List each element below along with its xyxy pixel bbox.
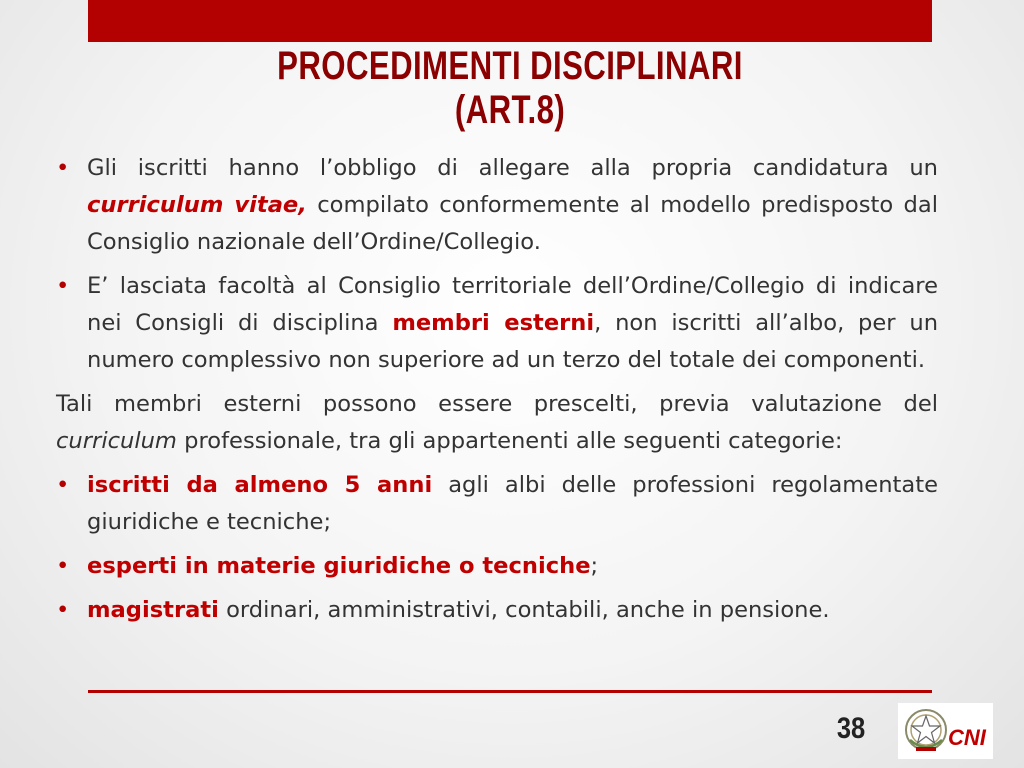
text-segment: E’ lasciata facoltà al Consiglio territoriale dell’Ordine/Collegio di indicare nei Consigli di disciplina bbox=[87, 273, 938, 336]
text-segment: ; bbox=[590, 553, 599, 579]
text-segment: Tali membri esterni possono essere prescelti, previa valutazione del bbox=[56, 391, 938, 417]
highlight-text: esperti in materie giuridiche o tecniche bbox=[87, 553, 591, 579]
paragraph-categorie bbox=[56, 386, 938, 460]
bullet-item-magistrati bbox=[56, 592, 938, 629]
bullet-item-membri-esterni bbox=[56, 268, 938, 379]
footer-divider bbox=[88, 690, 932, 693]
emblem-icon bbox=[902, 706, 950, 756]
highlight-text: iscritti da almeno 5 anni bbox=[87, 472, 433, 498]
page-number: 38 bbox=[836, 712, 866, 745]
header-band bbox=[88, 0, 932, 42]
cni-logo bbox=[898, 703, 993, 759]
slide-body bbox=[56, 150, 938, 636]
text-segment: , non iscritti all’albo, per un numero complessivo non superiore ad un terzo del totale dei componenti. bbox=[87, 310, 939, 373]
bullet-icon: • bbox=[56, 553, 70, 579]
highlight-text: curriculum vitae, bbox=[87, 192, 307, 218]
highlight-text: magistrati bbox=[87, 597, 219, 623]
text-segment: compilato conformemente al modello predisposto dal Consiglio nazionale dell’Ordine/Collegio. bbox=[87, 192, 938, 255]
bullet-icon: • bbox=[56, 273, 70, 299]
title-line-2: (ART.8) bbox=[454, 88, 566, 132]
bullet-item-iscritti bbox=[56, 467, 938, 541]
bullet-item-curriculum bbox=[56, 150, 938, 261]
logo-text: CNI bbox=[948, 725, 986, 750]
highlight-text: membri esterni bbox=[392, 310, 595, 336]
text-segment: Gli iscritti hanno l’obbligo di allegare alla propria candidatura un bbox=[87, 155, 938, 181]
bullet-icon: • bbox=[56, 472, 70, 498]
text-segment: ordinari, amministrativi, contabili, anche in pensione. bbox=[218, 597, 830, 623]
text-segment: agli albi delle professioni regolamentate giuridiche e tecniche; bbox=[87, 472, 938, 535]
bullet-icon: • bbox=[56, 597, 70, 623]
title-line-1: PROCEDIMENTI DISCIPLINARI bbox=[277, 44, 743, 88]
slide-title bbox=[181, 44, 839, 132]
italic-text: curriculum bbox=[56, 428, 177, 454]
bullet-item-esperti bbox=[56, 548, 938, 585]
bullet-icon: • bbox=[56, 155, 70, 181]
text-segment: professionale, tra gli appartenenti alle seguenti categorie: bbox=[176, 428, 843, 454]
